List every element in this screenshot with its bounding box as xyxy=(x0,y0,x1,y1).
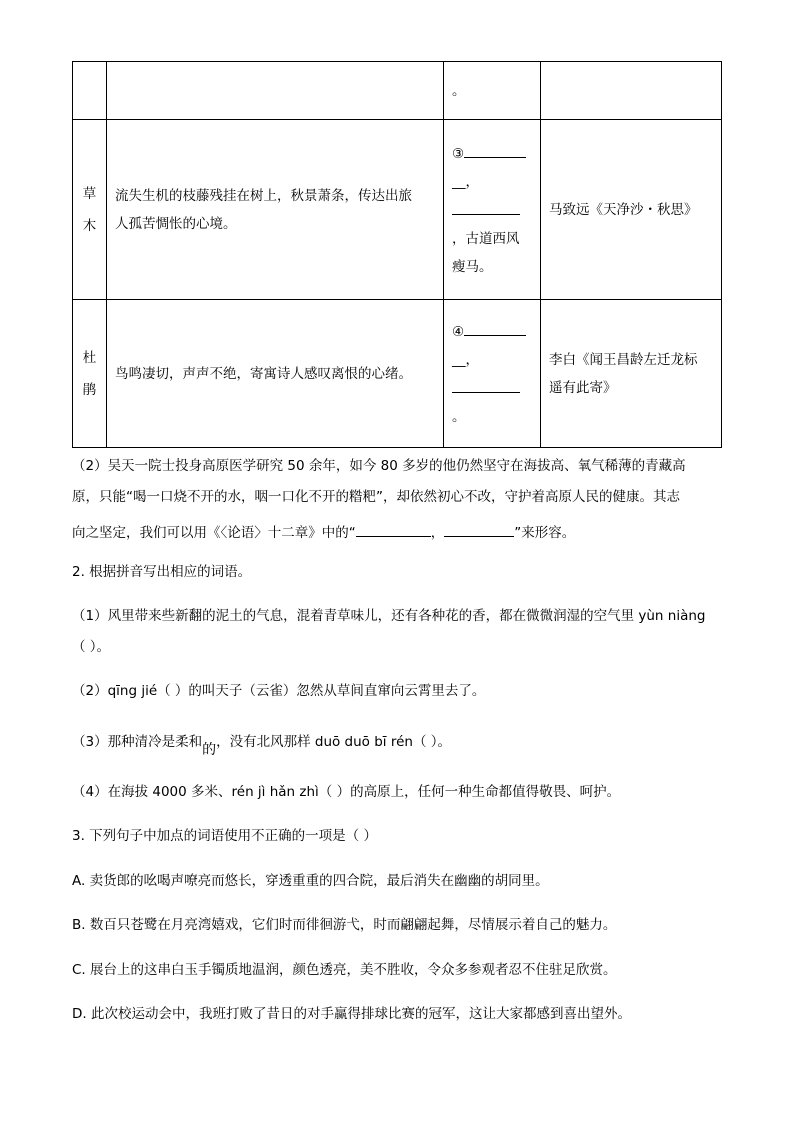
answer-end: 。 xyxy=(452,408,466,425)
line-text: ”来形容。 xyxy=(514,525,576,541)
description-line: 流失生机的枝藤残挂在树上，秋景萧条，传达出旅 xyxy=(115,187,412,204)
line-text: ，没有北风那样 duō duō bī rén（ ）。 xyxy=(216,734,452,750)
description-cell xyxy=(107,62,444,120)
source-cell xyxy=(541,62,722,120)
answer-end: 。 xyxy=(452,82,466,99)
option-b[interactable]: B. 数百只苍鹭在月亮湾嬉戏，它们时而徘徊游弋，时而翩翩起舞，尽情展示着自己的魅力。 xyxy=(72,917,617,933)
category-char: 木 xyxy=(82,217,97,234)
fill-blank[interactable] xyxy=(356,518,431,537)
question-2-item-1-answer: （ ）。 xyxy=(72,639,111,655)
answer-cell xyxy=(444,300,541,448)
answer-cell xyxy=(444,62,541,120)
question-2-item-4: （4）在海拔 4000 多米、rén jì hǎn zhì（ ）的高原上，任何一种生命都值得敬畏、呵护。 xyxy=(72,784,621,800)
table-row xyxy=(73,120,722,300)
source-cell xyxy=(541,120,722,300)
blank-continuation: __， xyxy=(452,173,479,190)
answer-tail: 瘦马。 xyxy=(452,258,493,275)
table-row xyxy=(73,62,722,120)
question-2-title: 2. 根据拼音写出相应的词语。 xyxy=(72,564,252,580)
category-cell xyxy=(73,300,107,448)
raised-char: 的 xyxy=(202,742,217,758)
question-3-title: 3. 下列句子中加点的词语使用不正确的一项是（ ） xyxy=(72,828,377,844)
fill-blank[interactable] xyxy=(452,196,520,215)
question-1-2-line xyxy=(72,518,575,543)
poetry-imagery-table xyxy=(72,61,722,448)
line-text: （3）那种清冷是柔和 xyxy=(72,734,203,750)
question-1-2-line: 原，只能“喝一口烧不开的水，咽一口化不开的糌粑”，却依然初心不改，守护着高原人民的健康。其志 xyxy=(72,489,680,505)
source-cell xyxy=(541,300,722,448)
option-c[interactable]: C. 展台上的这串白玉手镯质地温润，颜色透亮，美不胜收，令众多参观者忍不住驻足欣赏。 xyxy=(72,962,617,978)
description-cell xyxy=(107,300,444,448)
question-2-item-3 xyxy=(72,732,451,760)
category-char: 草 xyxy=(82,185,97,202)
description-line: 鸟鸣凄切，声声不绝，寄寓诗人感叹离恨的心绪。 xyxy=(115,365,412,382)
answer-tail: ，古道西风 xyxy=(452,230,520,247)
option-d[interactable]: D. 此次校运动会中，我班打败了昔日的对手赢得排球比赛的冠军，这让大家都感到喜出望外。 xyxy=(72,1006,631,1022)
question-2-item-2: （2）qīng jié（ ）的叫天子（云雀）忽然从草间直窜向云霄里去了。 xyxy=(72,683,486,699)
answer-cell xyxy=(444,120,541,300)
source-text: 遥有此寄》 xyxy=(549,379,617,396)
blank-continuation: __， xyxy=(452,351,479,368)
table-row xyxy=(73,300,722,448)
fill-blank[interactable] xyxy=(464,317,526,336)
question-2-item-1: （1）风里带来些新翻的泥土的气息，混着青草味儿，还有各种花的香，都在微微润湿的空气里 yùn niàng xyxy=(72,608,706,624)
fill-blank[interactable] xyxy=(444,518,514,537)
source-text: 马致远《天净沙・秋思》 xyxy=(549,201,698,218)
fill-blank[interactable] xyxy=(464,139,526,158)
source-text: 李白《闻王昌龄左迁龙标 xyxy=(549,351,698,368)
description-line: 人孤苦惆怅的心境。 xyxy=(115,215,237,232)
line-text: 向之坚定，我们可以用《〈论语〉十二章》中的“ xyxy=(72,525,356,541)
blank-number: ③ xyxy=(452,145,465,162)
category-cell xyxy=(73,120,107,300)
category-char: 杜 xyxy=(82,349,97,366)
question-1-2-line: （2）吴天一院士投身高原医学研究 50 余年，如今 80 多岁的他仍然坚守在海拔高、氧气稀薄的青藏高 xyxy=(72,458,686,474)
option-a[interactable]: A. 卖货郎的吆喝声嘹亮而悠长，穿透重重的四合院，最后消失在幽幽的胡同里。 xyxy=(72,873,549,889)
fill-blank[interactable] xyxy=(452,374,520,393)
category-cell xyxy=(73,62,107,120)
category-char: 鹃 xyxy=(82,381,97,398)
description-cell xyxy=(107,120,444,300)
blank-number: ④ xyxy=(452,323,465,340)
line-text: ， xyxy=(430,525,445,541)
